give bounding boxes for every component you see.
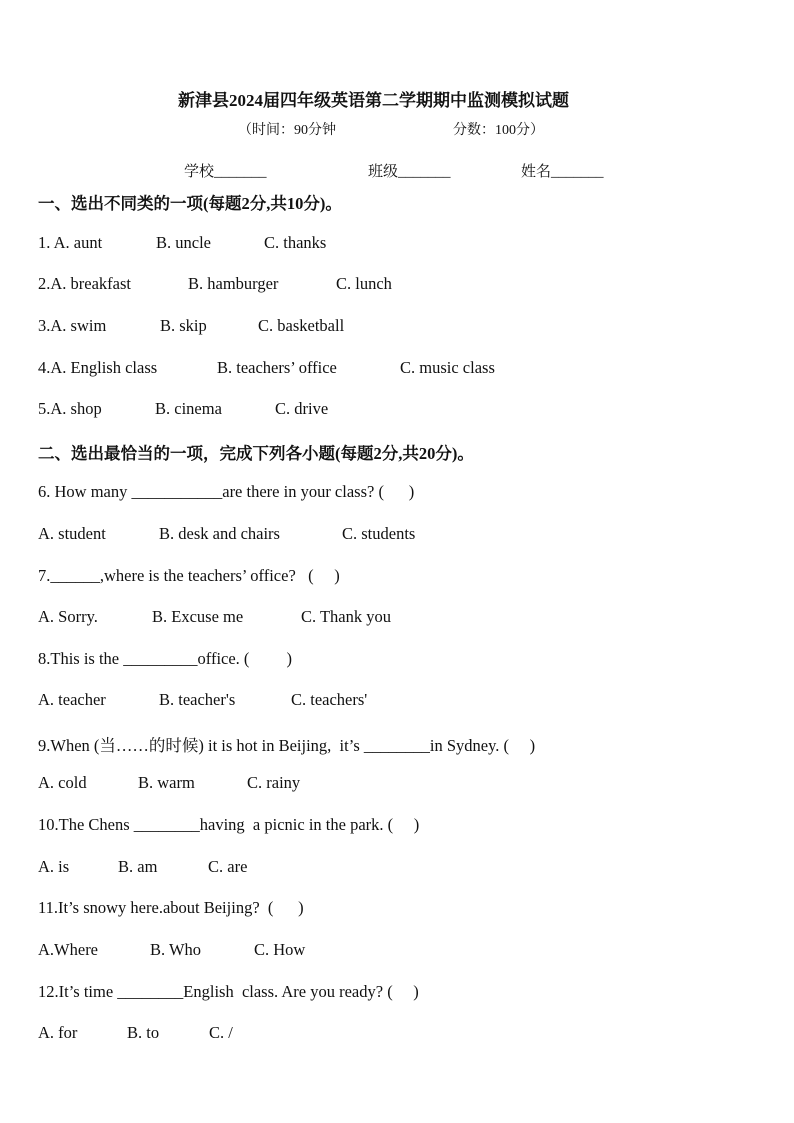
- question-12: 12.It’s time ________English class. Are you ready? ( ): [38, 982, 419, 1001]
- section-heading: 一、选出不同类的一项(每题2分,共10分)。: [38, 194, 342, 213]
- question-9: 9.When (当……的时候) it is hot in Beijing, it’s ________in Sydney. ( ): [38, 736, 536, 755]
- option-b: B. desk and chairs: [159, 524, 280, 543]
- section-heading: 二、选出最恰当的一项，完成下列各小题(每题2分,共20分)。: [38, 444, 474, 463]
- question-7: 7.______,where is the teachers’ office? ( ): [38, 566, 340, 585]
- option-c: C. music class: [400, 358, 495, 377]
- option-c: C. drive: [275, 399, 329, 418]
- name-field: 姓名_______: [521, 164, 604, 180]
- question-4: 4.A. English class: [38, 358, 158, 377]
- option-b: B. cinema: [155, 399, 222, 418]
- option-a: A. teacher: [38, 690, 106, 709]
- exam-score: 分数：100分）: [453, 123, 544, 138]
- question-1: 1. A. aunt: [38, 233, 103, 252]
- question-10: 10.The Chens ________having a picnic in the park. ( ): [38, 815, 420, 834]
- school-field: 学校_______: [184, 164, 267, 180]
- option-a: A.Where: [38, 940, 99, 959]
- option-a: A. cold: [38, 773, 87, 792]
- option-c: C. are: [208, 857, 248, 876]
- option-c: C. Thank you: [301, 607, 391, 626]
- option-b: B. hamburger: [188, 274, 279, 293]
- option-b: B. Excuse me: [152, 607, 244, 626]
- option-b: B. teacher's: [159, 690, 236, 709]
- option-b: B. to: [127, 1023, 160, 1042]
- option-b: B. uncle: [156, 233, 211, 252]
- option-a: A. Sorry.: [38, 607, 98, 626]
- option-b: B. teachers’ office: [217, 358, 337, 377]
- option-b: B. am: [118, 857, 158, 876]
- question-6: 6. How many ___________are there in your class? ( ): [38, 482, 415, 501]
- option-c: C. thanks: [264, 233, 327, 252]
- option-b: B. skip: [160, 316, 207, 335]
- option-b: B. Who: [150, 940, 202, 959]
- option-c: C. How: [254, 940, 306, 959]
- option-c: C. /: [209, 1023, 233, 1042]
- option-a: A. for: [38, 1023, 78, 1042]
- question-2: 2.A. breakfast: [38, 274, 132, 293]
- option-c: C. rainy: [247, 773, 301, 792]
- exam-time: （时间：90分钟: [238, 123, 336, 138]
- option-b: B. warm: [138, 773, 195, 792]
- option-a: A. student: [38, 524, 106, 543]
- question-3: 3.A. swim: [38, 316, 107, 335]
- document-title: 新津县2024届四年级英语第二学期期中监测模拟试题: [178, 91, 569, 110]
- option-c: C. lunch: [336, 274, 392, 293]
- option-a: A. is: [38, 857, 70, 876]
- option-c: C. basketball: [258, 316, 345, 335]
- question-5: 5.A. shop: [38, 399, 102, 418]
- option-c: C. teachers': [291, 690, 368, 709]
- question-11: 11.It’s snowy here.about Beijing? ( ): [38, 898, 304, 917]
- option-c: C. students: [342, 524, 416, 543]
- question-8: 8.This is the _________office. ( ): [38, 649, 293, 668]
- class-field: 班级_______: [368, 164, 451, 180]
